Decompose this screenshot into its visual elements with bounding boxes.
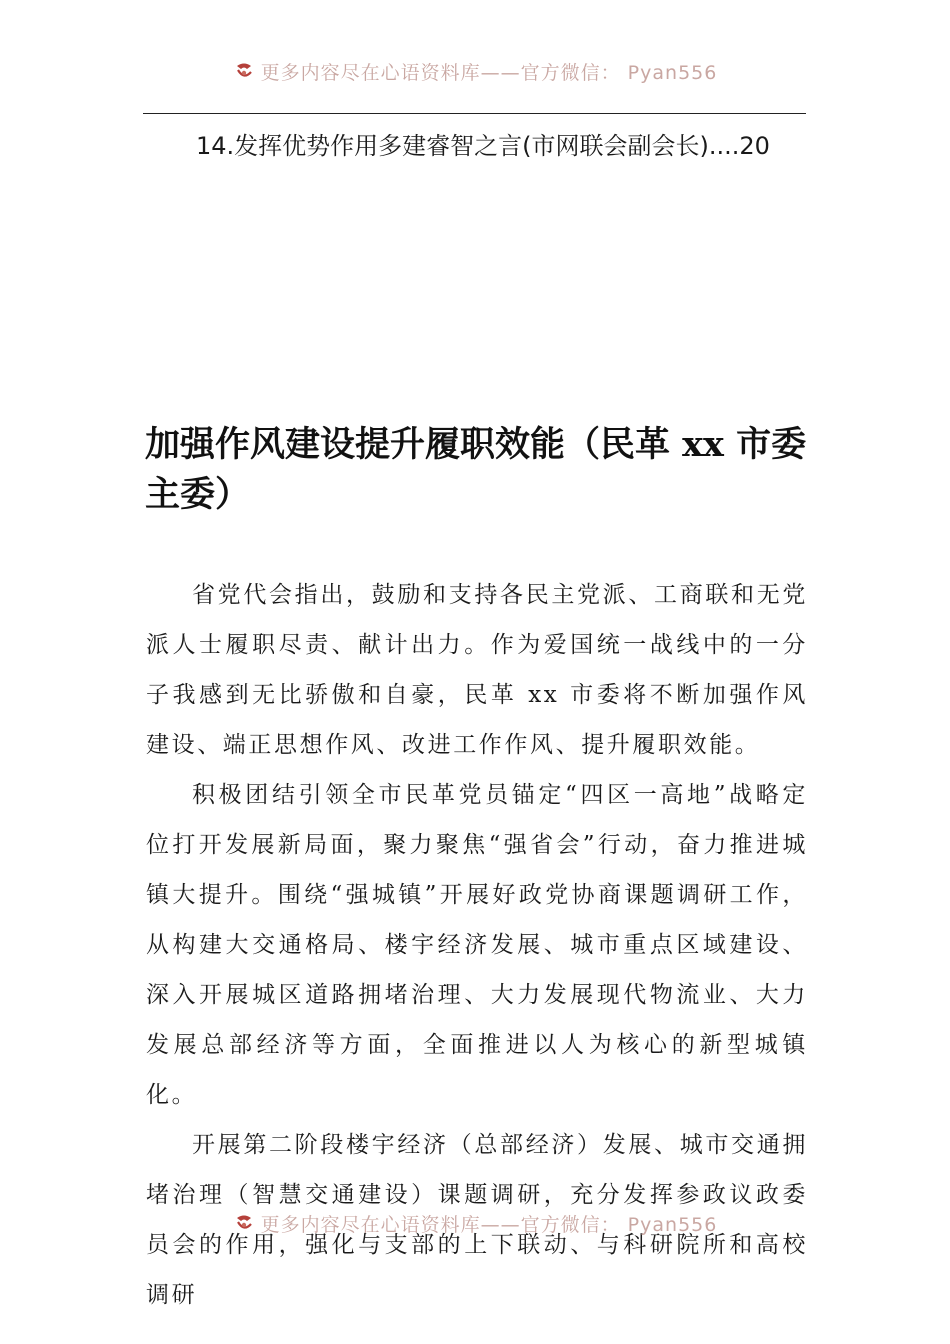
watermark-header [0,56,950,86]
toc-entry: 14.发挥优势作用多建睿智之言(市网联会副会长)....20 [196,132,770,160]
watermark-text: 更多内容尽在心语资料库——官方微信： Pyan556 [260,1213,718,1236]
header-divider [143,113,806,114]
body-paragraph: 省党代会指出，鼓励和支持各民主党派、工商联和无党派人士履职尽责、献计出力。作为爱国统一战线中的一分子我感到无比骄傲和自豪，民革 xx 市委将不断加强作风建设、端正思想作风、改进工作作风、提升履职效能。 [146,582,808,758]
watermark-logo-icon [233,1212,255,1234]
watermark-logo-icon [233,60,255,82]
watermark-text: 更多内容尽在心语资料库——官方微信： Pyan556 [260,61,718,84]
body-paragraph: 开展第二阶段楼宇经济（总部经济）发展、城市交通拥堵治理（智慧交通建设）课题调研，充分发挥参政议政委员会的作用，强化与支部的上下联动、与科研院所和高校调研 [146,1132,808,1308]
body-paragraph: 积极团结引领全市民革党员锚定“四区一高地”战略定位打开发展新局面，聚力聚焦“强省会”行动，奋力推进城镇大提升。围绕“强城镇”开展好政党协商课题调研工作，从构建大交通格局、楼宇经济发展、城市重点区域建设、深入开展城区道路拥堵治理、大力发展现代物流业、大力发展总部经济等方面，全面推进以人为核心的新型城镇化。 [146,782,808,1108]
watermark-footer [0,1208,950,1238]
article-title: 加强作风建设提升履职效能（民革 xx 市委主委） [145,424,807,515]
